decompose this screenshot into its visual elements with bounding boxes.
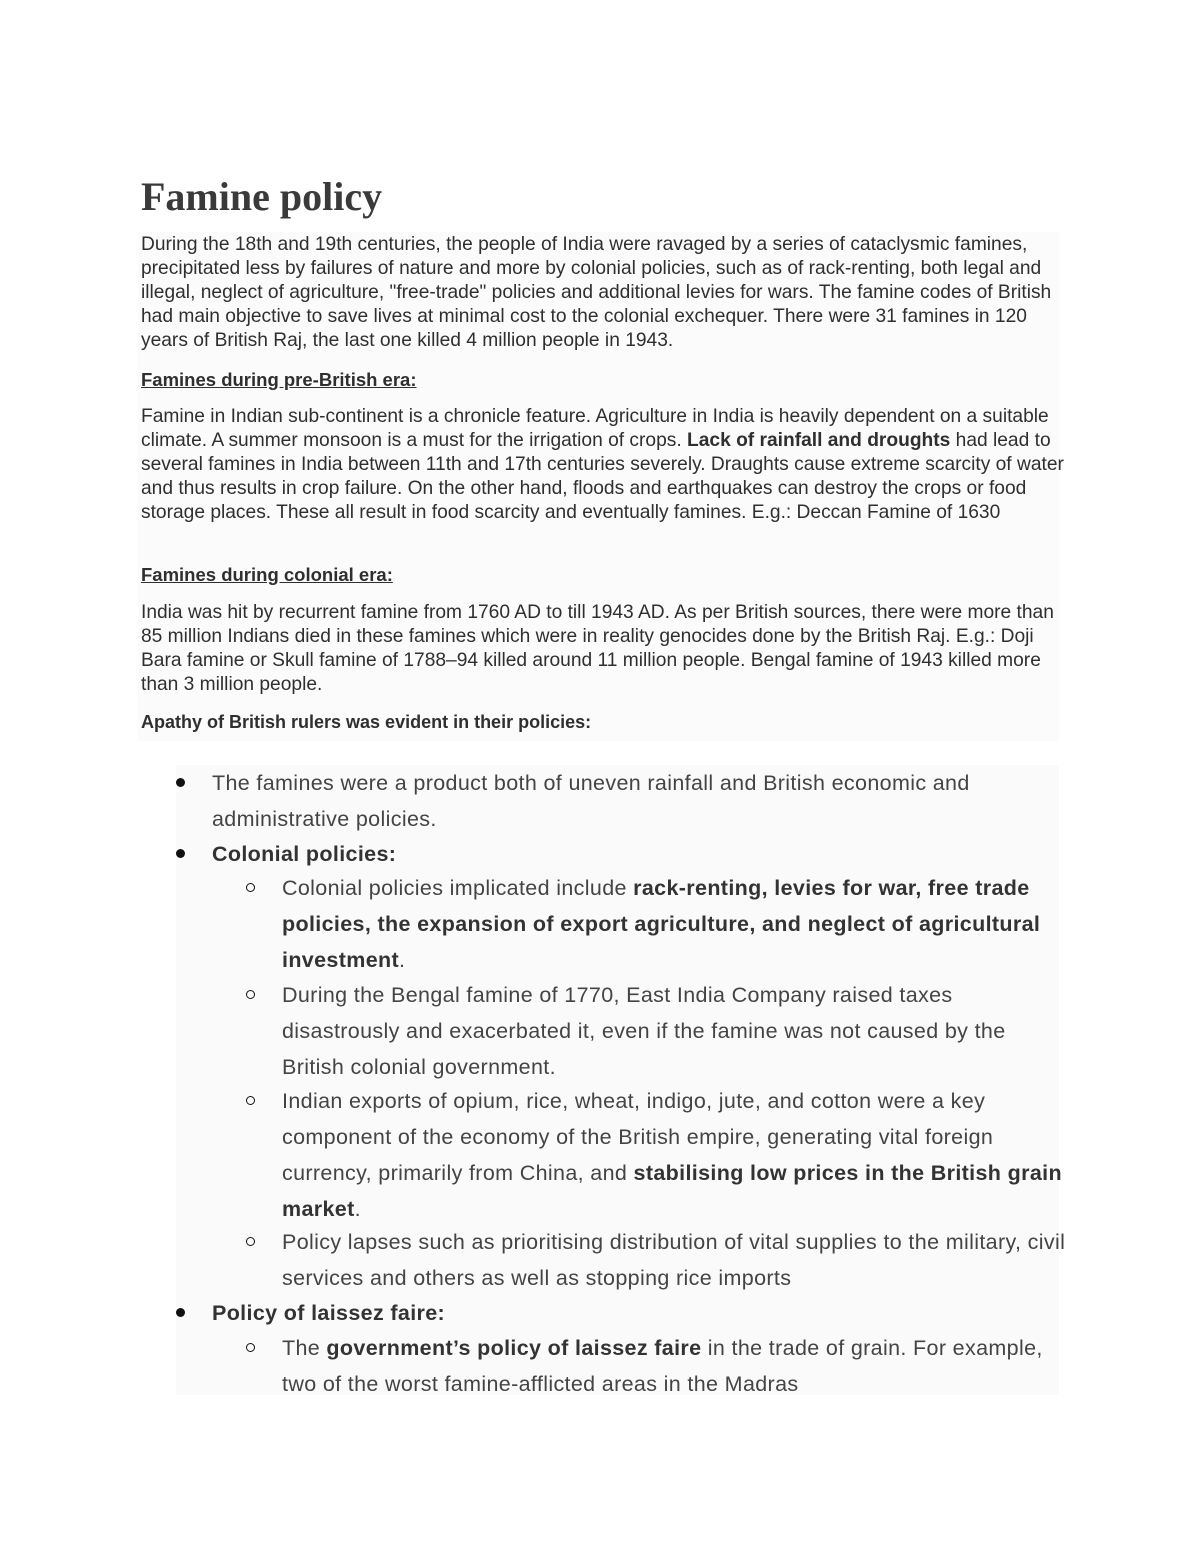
apathy-heading: Apathy of British rulers was evident in their policies:	[141, 712, 592, 732]
sub-text: Indian exports of opium, rice, wheat, indigo, jute, and cotton were a key component of the economy of the British empire, generating vital foreign currency, primarily from China, and	[282, 1089, 994, 1185]
list-item-label: Policy of laissez faire:	[212, 1301, 446, 1325]
sub-list-item	[282, 1330, 1072, 1402]
intro-paragraph: During the 18th and 19th centuries, the people of India were ravaged by a series of cataclysmic famines, precipitated less by failures of nature and more by colonial policies, such as of rack-renting, both legal and illegal, neglect of agriculture, "free-trade" policies and additional levies for wars. The famine codes of British had main objective to save lives at minimal cost to the colonial exchequer. There were 31 famines in 120 years of British Raj, the last one killed 4 million people in 1943.	[141, 234, 1052, 351]
sub-bold: stabilising low prices in the British grain market	[282, 1161, 1062, 1221]
bullet-icon	[176, 849, 185, 858]
sub-list-item: During the Bengal famine of 1770, East India Company raised taxes disastrously and exacerbated it, even if the famine was not caused by the British colonial government.	[282, 983, 1006, 1079]
sub-bold: rack-renting, levies for war, free trade policies, the expansion of export agriculture, and neglect of agricultural investment	[282, 876, 1041, 972]
pre-british-text-2: had lead to several famines in India between 11th and 17th centuries severely. Draughts cause extreme scarcity of water and thus results in crop failure. On the other hand, floods and earthquakes can destroy the crops or food storage places. These all result in food scarcity and eventually famines. E.g.: Deccan Famine of 1630	[141, 430, 1064, 523]
sub-text: .	[399, 948, 406, 972]
list-item: The famines were a product both of uneven rainfall and British economic and administrative policies.	[212, 771, 970, 831]
sub-list-item: Policy lapses such as prioritising distribution of vital supplies to the military, civil services and others as well as stopping rice imports	[282, 1230, 1066, 1290]
bullet-icon	[176, 778, 185, 787]
pre-british-paragraph	[141, 405, 1066, 525]
circle-bullet-icon	[246, 1237, 255, 1246]
sub-text: in the trade of grain. For example, two of the worst famine-afflicted areas in the Madras	[282, 1336, 1043, 1396]
circle-bullet-icon	[246, 1343, 255, 1352]
colonial-paragraph: India was hit by recurrent famine from 1760 AD to till 1943 AD. As per British sources, there were more than 85 million Indians died in these famines which were in reality genocides done by the British Raj. E.g.: Doji Bara famine or Skull famine of 1788–94 killed around 11 million people. Bengal famine of 1943 killed more than 3 million people.	[141, 602, 1054, 695]
sub-text: Colonial policies implicated include	[282, 876, 634, 900]
section-heading-pre-british: Famines during pre-British era:	[141, 369, 417, 390]
sub-text: The	[282, 1336, 327, 1360]
page-title: Famine policy	[141, 174, 383, 219]
bullet-icon	[176, 1308, 185, 1317]
circle-bullet-icon	[246, 883, 255, 892]
pre-british-text-1: Famine in Indian sub-continent is a chronicle feature. Agriculture in India is heavily dependent on a suitable climate. A summer monsoon is a must for the irrigation of crops.	[141, 406, 1049, 451]
section-heading-colonial: Famines during colonial era:	[141, 564, 393, 585]
list-item-colonial-policies	[212, 836, 1062, 872]
sub-bold: government’s policy of laissez faire	[326, 1336, 702, 1360]
circle-bullet-icon	[246, 990, 255, 999]
list-item-laissez-faire	[212, 1295, 1062, 1331]
sub-text: .	[354, 1197, 361, 1221]
circle-bullet-icon	[246, 1096, 255, 1105]
sub-list-item	[282, 1083, 1072, 1227]
list-item-label: Colonial policies:	[212, 842, 397, 866]
sub-list-item	[282, 870, 1072, 978]
pre-british-bold: Lack of rainfall and droughts	[687, 430, 951, 451]
